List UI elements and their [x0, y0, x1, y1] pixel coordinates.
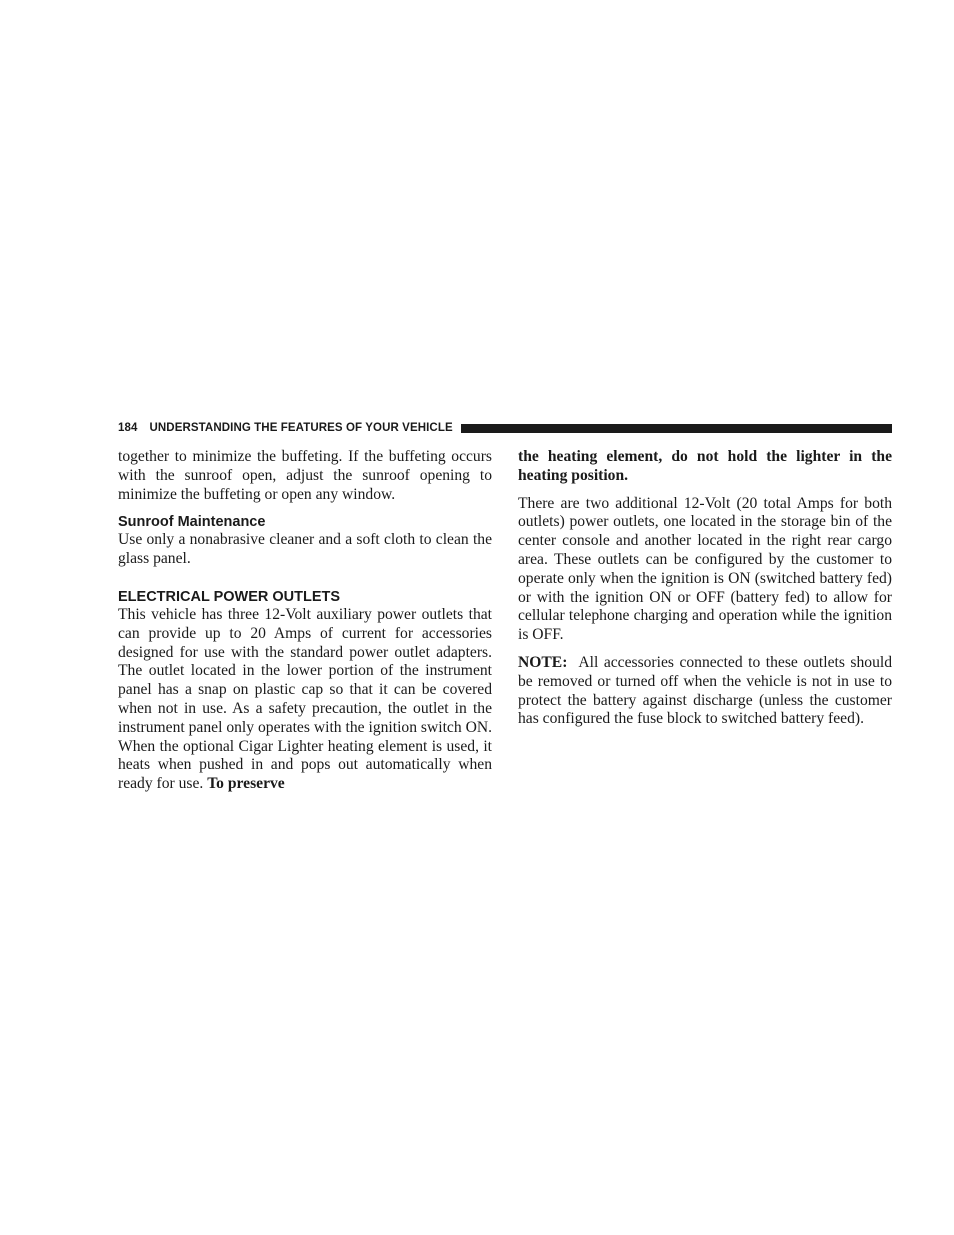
electrical-outlets-text: This vehicle has three 12-Volt auxiliary power outlets that can provide up to 20 Amps of current for accessories designed for use with the standard power outlet adapters. The outlet located in the lower portion of the instrument panel has a snap on plastic cap so that it can be covered when not in use. As a safety precaution, the outlet in the instrument panel only operates with the ignition switch ON. When the optional Cigar Lighter heating element is used, it heats when pushed in and pops out automatically when ready for use. — [118, 605, 492, 793]
note-text: All accessories connected to these outlets should be removed or turned off when the vehicle is not in use to protect the battery against discharge (unless the customer has configured the fuse block to switched battery feed). — [518, 653, 892, 728]
note-paragraph — [518, 654, 892, 729]
preserve-warning-text: the heating element, do not hold the lighter in the heating position. — [518, 448, 892, 484]
note-label: NOTE: — [518, 653, 568, 671]
sunroof-maintenance-heading: Sunroof Maintenance — [118, 514, 266, 531]
additional-outlets-paragraph: There are two additional 12-Volt (20 total Amps for both outlets) power outlets, one located in the storage bin of the center console and another located in the right rear cargo area. These outlets can be configured by the customer to operate only when the ignition is ON (switched battery fed) or with the ignition ON or OFF (battery fed) to allow for cellular telephone charging and operation while the ignition is OFF. — [518, 494, 892, 644]
page-header — [118, 419, 892, 437]
preserve-warning-continuation — [518, 448, 892, 486]
left-column — [118, 448, 492, 794]
header-text — [118, 422, 453, 434]
electrical-outlets-paragraph — [118, 606, 492, 794]
intro-paragraph: together to minimize the buffeting. If the buffeting occurs with the sunroof open, adjust the sunroof opening to minimize the buffeting or open any window. — [118, 448, 492, 503]
running-title: UNDERSTANDING THE FEATURES OF YOUR VEHICLE — [149, 422, 453, 434]
page-number: 184 — [118, 422, 138, 434]
preserve-warning-start: To preserve — [207, 775, 285, 793]
right-column — [518, 448, 892, 729]
electrical-outlets-heading: ELECTRICAL POWER OUTLETS — [118, 588, 341, 605]
header-rule — [461, 424, 892, 433]
sunroof-maintenance-text: Use only a nonabrasive cleaner and a soft cloth to clean the glass panel. — [118, 531, 492, 568]
